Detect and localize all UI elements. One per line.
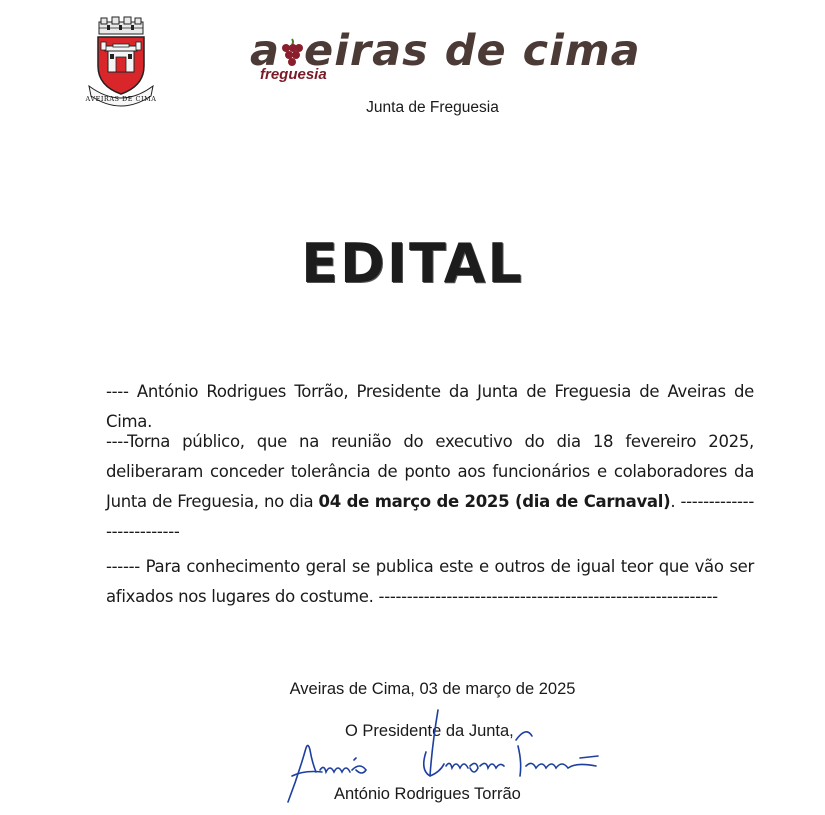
document-title: EDITAL bbox=[301, 232, 524, 295]
paragraph-announcement bbox=[106, 427, 754, 547]
paragraph-publication: ------ Para conhecimento geral se publica este e outros de igual teor que vão ser afixados nos lugares do costume. ------------------------------------------------------------ bbox=[106, 557, 754, 606]
announcement-trailing: . -------------------------- bbox=[106, 492, 754, 541]
signer-name: António Rodrigues Torrão bbox=[334, 785, 521, 803]
paragraph-intro: ---- António Rodrigues Torrão, Presidente da Junta de Freguesia de Aveiras de Cima. bbox=[106, 382, 754, 431]
coat-of-arms-logo bbox=[83, 16, 159, 108]
announcement-text: ----Torna público, que na reunião do executivo do dia 18 fevereiro 2025, deliberaram conceder tolerância de ponto aos funcionários e colaboradores da Junta de Freguesia, no dia bbox=[106, 432, 754, 511]
place-and-date: Aveiras de Cima, 03 de março de 2025 bbox=[289, 680, 576, 698]
brand-name-prefix: a bbox=[250, 26, 281, 76]
brand-name-rest: eiras de cima bbox=[304, 26, 641, 76]
announcement-date-bold: 04 de março de 2025 (dia de Carnaval) bbox=[318, 492, 671, 511]
grape-cluster-icon bbox=[280, 37, 304, 69]
svg-text:AVEIRAS DE CIMA: AVEIRAS DE CIMA bbox=[85, 95, 157, 103]
brand-wordmark bbox=[250, 26, 641, 86]
brand-subtitle: freguesia bbox=[260, 66, 327, 83]
organization-name: Junta de Freguesia bbox=[366, 99, 499, 116]
signer-role: O Presidente da Junta, bbox=[345, 722, 514, 740]
